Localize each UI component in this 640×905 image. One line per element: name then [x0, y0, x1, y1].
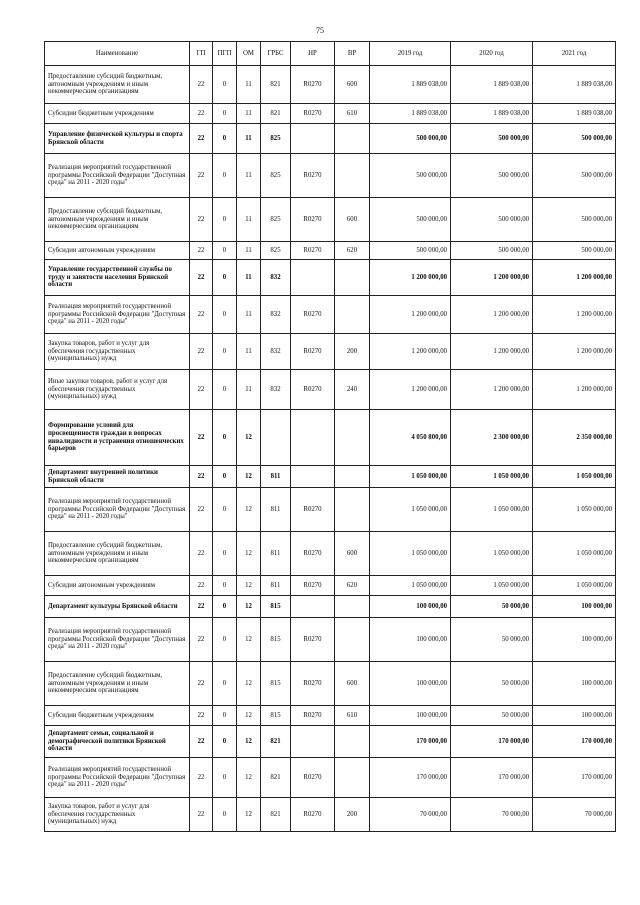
table-row — [45, 242, 616, 260]
cell-pgp: 0 — [213, 124, 237, 154]
cell-vr — [335, 410, 370, 466]
cell-om: 11 — [237, 66, 261, 104]
cell-grbs: 815 — [261, 596, 291, 618]
cell-grbs: 815 — [261, 706, 291, 726]
cell-vr: 600 — [335, 532, 370, 576]
cell-name: Субсидии автономным учреждениям — [45, 576, 190, 596]
cell-2020: 50 000,00 — [451, 618, 533, 662]
cell-om: 12 — [237, 618, 261, 662]
cell-nr — [291, 124, 335, 154]
cell-nr — [291, 410, 335, 466]
cell-2021: 170 000,00 — [533, 758, 616, 798]
cell-nr: R0270 — [291, 370, 335, 410]
cell-grbs: 832 — [261, 370, 291, 410]
cell-gp: 22 — [190, 260, 213, 296]
cell-2021: 1 889 038,00 — [533, 66, 616, 104]
cell-2020: 1 050 000,00 — [451, 532, 533, 576]
cell-2019: 100 000,00 — [370, 618, 451, 662]
cell-om: 11 — [237, 198, 261, 242]
cell-2019: 1 200 000,00 — [370, 334, 451, 370]
table-row — [45, 726, 616, 758]
cell-vr — [335, 260, 370, 296]
cell-grbs: 825 — [261, 124, 291, 154]
cell-pgp: 0 — [213, 576, 237, 596]
cell-nr: R0270 — [291, 662, 335, 706]
cell-gp: 22 — [190, 618, 213, 662]
cell-2021: 500 000,00 — [533, 242, 616, 260]
cell-gp: 22 — [190, 466, 213, 488]
cell-2021: 100 000,00 — [533, 706, 616, 726]
cell-2019: 100 000,00 — [370, 596, 451, 618]
header-2019: 2019 год — [370, 42, 451, 66]
cell-name: Управление физической культуры и спорта Брянской области — [45, 124, 190, 154]
cell-om: 12 — [237, 798, 261, 832]
cell-grbs: 811 — [261, 532, 291, 576]
cell-2020: 170 000,00 — [451, 726, 533, 758]
cell-2020: 500 000,00 — [451, 124, 533, 154]
cell-pgp: 0 — [213, 758, 237, 798]
cell-2021: 1 200 000,00 — [533, 296, 616, 334]
cell-name: Предоставление субсидий бюджетным, автономным учреждениям и иным некоммерческим организациям — [45, 662, 190, 706]
cell-2019: 170 000,00 — [370, 758, 451, 798]
cell-2019: 500 000,00 — [370, 242, 451, 260]
cell-name: Реализация мероприятий государственной программы Российской Федерации "Доступная среда" на 2011 - 2020 годы" — [45, 758, 190, 798]
cell-vr: 200 — [335, 334, 370, 370]
cell-om: 11 — [237, 124, 261, 154]
table-row — [45, 596, 616, 618]
cell-vr — [335, 758, 370, 798]
cell-vr: 610 — [335, 706, 370, 726]
table-row — [45, 260, 616, 296]
page-number: 75 — [316, 26, 324, 35]
cell-gp: 22 — [190, 798, 213, 832]
cell-grbs: 825 — [261, 198, 291, 242]
cell-2019: 500 000,00 — [370, 154, 451, 198]
cell-name: Субсидии бюджетным учреждениям — [45, 104, 190, 124]
cell-2019: 1 050 000,00 — [370, 488, 451, 532]
cell-grbs: 825 — [261, 242, 291, 260]
cell-2019: 1 050 000,00 — [370, 466, 451, 488]
cell-name: Субсидии автономным учреждениям — [45, 242, 190, 260]
cell-2019: 500 000,00 — [370, 198, 451, 242]
cell-pgp: 0 — [213, 798, 237, 832]
cell-vr: 200 — [335, 798, 370, 832]
cell-vr: 600 — [335, 66, 370, 104]
cell-2021: 1 050 000,00 — [533, 466, 616, 488]
cell-nr: R0270 — [291, 488, 335, 532]
cell-pgp: 0 — [213, 596, 237, 618]
cell-gp: 22 — [190, 124, 213, 154]
cell-gp: 22 — [190, 66, 213, 104]
table-row — [45, 104, 616, 124]
header-grbs: ГРБС — [261, 42, 291, 66]
cell-2021: 1 050 000,00 — [533, 576, 616, 596]
cell-gp: 22 — [190, 758, 213, 798]
cell-nr: R0270 — [291, 758, 335, 798]
header-om: ОМ — [237, 42, 261, 66]
table-row — [45, 198, 616, 242]
cell-nr — [291, 260, 335, 296]
cell-grbs: 821 — [261, 66, 291, 104]
cell-pgp: 0 — [213, 370, 237, 410]
cell-grbs: 832 — [261, 296, 291, 334]
table-row — [45, 662, 616, 706]
cell-vr — [335, 726, 370, 758]
cell-nr — [291, 466, 335, 488]
cell-nr: R0270 — [291, 198, 335, 242]
cell-name: Реализация мероприятий государственной программы Российской Федерации "Доступная среда" на 2011 - 2020 годы" — [45, 488, 190, 532]
cell-nr: R0270 — [291, 618, 335, 662]
cell-name: Департамент культуры Брянской области — [45, 596, 190, 618]
cell-vr: 610 — [335, 104, 370, 124]
cell-vr: 620 — [335, 576, 370, 596]
cell-pgp: 0 — [213, 154, 237, 198]
cell-nr: R0270 — [291, 154, 335, 198]
cell-name: Предоставление субсидий бюджетным, автономным учреждениям и иным некоммерческим организациям — [45, 66, 190, 104]
cell-2020: 1 200 000,00 — [451, 260, 533, 296]
cell-2021: 170 000,00 — [533, 726, 616, 758]
cell-om: 11 — [237, 334, 261, 370]
cell-2020: 70 000,00 — [451, 798, 533, 832]
cell-name: Субсидии бюджетным учреждениям — [45, 706, 190, 726]
table-row — [45, 370, 616, 410]
cell-vr — [335, 488, 370, 532]
cell-2021: 1 050 000,00 — [533, 532, 616, 576]
cell-grbs — [261, 410, 291, 466]
cell-2020: 1 889 038,00 — [451, 104, 533, 124]
cell-name: Департамент семьи, социальной и демографической политики Брянской области — [45, 726, 190, 758]
cell-gp: 22 — [190, 198, 213, 242]
cell-grbs: 825 — [261, 154, 291, 198]
header-nr: НР — [291, 42, 335, 66]
cell-om: 12 — [237, 488, 261, 532]
cell-2019: 1 200 000,00 — [370, 370, 451, 410]
table-row — [45, 576, 616, 596]
cell-2021: 500 000,00 — [533, 124, 616, 154]
table-row — [45, 466, 616, 488]
cell-vr: 600 — [335, 662, 370, 706]
cell-om: 12 — [237, 576, 261, 596]
table-row — [45, 296, 616, 334]
cell-name: Реализация мероприятий государственной программы Российской Федерации "Доступная среда" на 2011 - 2020 годы" — [45, 154, 190, 198]
cell-nr: R0270 — [291, 706, 335, 726]
table-row — [45, 66, 616, 104]
header-gp: ГП — [190, 42, 213, 66]
cell-om: 11 — [237, 370, 261, 410]
cell-grbs: 832 — [261, 334, 291, 370]
cell-gp: 22 — [190, 410, 213, 466]
cell-om: 12 — [237, 410, 261, 466]
cell-pgp: 0 — [213, 532, 237, 576]
table-row — [45, 488, 616, 532]
cell-vr — [335, 618, 370, 662]
cell-name: Управление государственной службы по труду и занятости населения Брянской области — [45, 260, 190, 296]
cell-pgp: 0 — [213, 488, 237, 532]
cell-grbs: 815 — [261, 662, 291, 706]
cell-gp: 22 — [190, 296, 213, 334]
table-row — [45, 618, 616, 662]
cell-nr: R0270 — [291, 576, 335, 596]
cell-gp: 22 — [190, 104, 213, 124]
table-row — [45, 798, 616, 832]
cell-2020: 50 000,00 — [451, 596, 533, 618]
cell-2019: 170 000,00 — [370, 726, 451, 758]
cell-2021: 500 000,00 — [533, 154, 616, 198]
cell-2019: 500 000,00 — [370, 124, 451, 154]
cell-vr — [335, 596, 370, 618]
cell-2021: 1 200 000,00 — [533, 260, 616, 296]
cell-vr — [335, 154, 370, 198]
cell-2020: 500 000,00 — [451, 154, 533, 198]
cell-pgp: 0 — [213, 466, 237, 488]
cell-2019: 100 000,00 — [370, 706, 451, 726]
table-header-row — [45, 42, 616, 66]
cell-2020: 1 050 000,00 — [451, 488, 533, 532]
cell-nr: R0270 — [291, 798, 335, 832]
budget-table — [44, 41, 616, 832]
header-vr: ВР — [335, 42, 370, 66]
cell-om: 11 — [237, 104, 261, 124]
cell-2021: 1 050 000,00 — [533, 488, 616, 532]
cell-om: 11 — [237, 296, 261, 334]
table-row — [45, 124, 616, 154]
cell-grbs: 821 — [261, 104, 291, 124]
cell-2019: 1 889 038,00 — [370, 66, 451, 104]
cell-nr: R0270 — [291, 104, 335, 124]
header-name: Наименование — [45, 42, 190, 66]
cell-gp: 22 — [190, 334, 213, 370]
cell-vr: 620 — [335, 242, 370, 260]
cell-om: 12 — [237, 596, 261, 618]
cell-om: 11 — [237, 242, 261, 260]
cell-2020: 500 000,00 — [451, 242, 533, 260]
table-row — [45, 532, 616, 576]
cell-name: Предоставление субсидий бюджетным, автономным учреждениям и иным некоммерческим организациям — [45, 198, 190, 242]
cell-2019: 70 000,00 — [370, 798, 451, 832]
cell-om: 12 — [237, 662, 261, 706]
cell-gp: 22 — [190, 242, 213, 260]
table-row — [45, 706, 616, 726]
cell-pgp: 0 — [213, 410, 237, 466]
cell-name: Департамент внутренней политики Брянской области — [45, 466, 190, 488]
cell-nr: R0270 — [291, 66, 335, 104]
cell-2020: 1 200 000,00 — [451, 370, 533, 410]
cell-om: 11 — [237, 260, 261, 296]
cell-gp: 22 — [190, 532, 213, 576]
cell-2019: 4 050 800,00 — [370, 410, 451, 466]
cell-om: 12 — [237, 532, 261, 576]
cell-grbs: 811 — [261, 466, 291, 488]
cell-om: 12 — [237, 726, 261, 758]
cell-pgp: 0 — [213, 334, 237, 370]
cell-grbs: 821 — [261, 798, 291, 832]
cell-grbs: 821 — [261, 726, 291, 758]
cell-2020: 1 050 000,00 — [451, 576, 533, 596]
cell-name: Предоставление субсидий бюджетным, автономным учреждениям и иным некоммерческим организациям — [45, 532, 190, 576]
cell-nr: R0270 — [291, 532, 335, 576]
cell-pgp: 0 — [213, 662, 237, 706]
cell-2020: 1 200 000,00 — [451, 334, 533, 370]
cell-2021: 100 000,00 — [533, 618, 616, 662]
cell-gp: 22 — [190, 662, 213, 706]
table-row — [45, 154, 616, 198]
header-2021: 2021 год — [533, 42, 616, 66]
cell-nr: R0270 — [291, 242, 335, 260]
cell-gp: 22 — [190, 596, 213, 618]
cell-nr — [291, 596, 335, 618]
cell-pgp: 0 — [213, 726, 237, 758]
cell-2019: 1 050 000,00 — [370, 576, 451, 596]
cell-gp: 22 — [190, 370, 213, 410]
cell-om: 12 — [237, 706, 261, 726]
cell-name: Реализация мероприятий государственной программы Российской Федерации "Доступная среда" на 2011 - 2020 годы" — [45, 618, 190, 662]
cell-pgp: 0 — [213, 198, 237, 242]
cell-om: 11 — [237, 154, 261, 198]
cell-pgp: 0 — [213, 706, 237, 726]
cell-2021: 70 000,00 — [533, 798, 616, 832]
cell-2021: 500 000,00 — [533, 198, 616, 242]
cell-name: Иные закупки товаров, работ и услуг для обеспечения государственных (муниципальных) нужд — [45, 370, 190, 410]
cell-pgp: 0 — [213, 260, 237, 296]
cell-pgp: 0 — [213, 296, 237, 334]
cell-grbs: 821 — [261, 758, 291, 798]
cell-vr — [335, 296, 370, 334]
cell-2020: 500 000,00 — [451, 198, 533, 242]
cell-name: Закупка товаров, работ и услуг для обеспечения государственных (муниципальных) нужд — [45, 798, 190, 832]
cell-gp: 22 — [190, 576, 213, 596]
cell-pgp: 0 — [213, 242, 237, 260]
cell-2019: 1 200 000,00 — [370, 260, 451, 296]
cell-gp: 22 — [190, 706, 213, 726]
table-row — [45, 758, 616, 798]
cell-2021: 1 889 038,00 — [533, 104, 616, 124]
cell-2021: 1 200 000,00 — [533, 370, 616, 410]
cell-2019: 1 200 000,00 — [370, 296, 451, 334]
cell-vr — [335, 466, 370, 488]
header-2020: 2020 год — [451, 42, 533, 66]
cell-2021: 2 350 000,00 — [533, 410, 616, 466]
cell-pgp: 0 — [213, 618, 237, 662]
table-row — [45, 334, 616, 370]
cell-2020: 1 200 000,00 — [451, 296, 533, 334]
cell-grbs: 811 — [261, 576, 291, 596]
cell-grbs: 832 — [261, 260, 291, 296]
cell-2020: 50 000,00 — [451, 662, 533, 706]
cell-2021: 1 200 000,00 — [533, 334, 616, 370]
cell-2020: 1 889 038,00 — [451, 66, 533, 104]
cell-2020: 1 050 000,00 — [451, 466, 533, 488]
cell-2019: 1 889 038,00 — [370, 104, 451, 124]
cell-pgp: 0 — [213, 66, 237, 104]
cell-2020: 2 300 000,00 — [451, 410, 533, 466]
cell-2021: 100 000,00 — [533, 662, 616, 706]
cell-om: 12 — [237, 758, 261, 798]
cell-om: 12 — [237, 466, 261, 488]
cell-grbs: 815 — [261, 618, 291, 662]
cell-2019: 100 000,00 — [370, 662, 451, 706]
cell-vr — [335, 124, 370, 154]
cell-2019: 1 050 000,00 — [370, 532, 451, 576]
cell-2020: 170 000,00 — [451, 758, 533, 798]
cell-nr — [291, 726, 335, 758]
cell-nr: R0270 — [291, 296, 335, 334]
cell-vr: 240 — [335, 370, 370, 410]
cell-pgp: 0 — [213, 104, 237, 124]
cell-name: Закупка товаров, работ и услуг для обеспечения государственных (муниципальных) нужд — [45, 334, 190, 370]
table-row — [45, 410, 616, 466]
cell-gp: 22 — [190, 488, 213, 532]
header-pgp: ПГП — [213, 42, 237, 66]
cell-gp: 22 — [190, 726, 213, 758]
cell-2020: 50 000,00 — [451, 706, 533, 726]
cell-vr: 600 — [335, 198, 370, 242]
cell-name: Формирование условий для просвещенности граждан в вопросах инвалидности и устранения отношенческих барьеров — [45, 410, 190, 466]
cell-grbs: 811 — [261, 488, 291, 532]
cell-nr: R0270 — [291, 334, 335, 370]
cell-gp: 22 — [190, 154, 213, 198]
cell-name: Реализация мероприятий государственной программы Российской Федерации "Доступная среда" на 2011 - 2020 годы" — [45, 296, 190, 334]
cell-2021: 100 000,00 — [533, 596, 616, 618]
